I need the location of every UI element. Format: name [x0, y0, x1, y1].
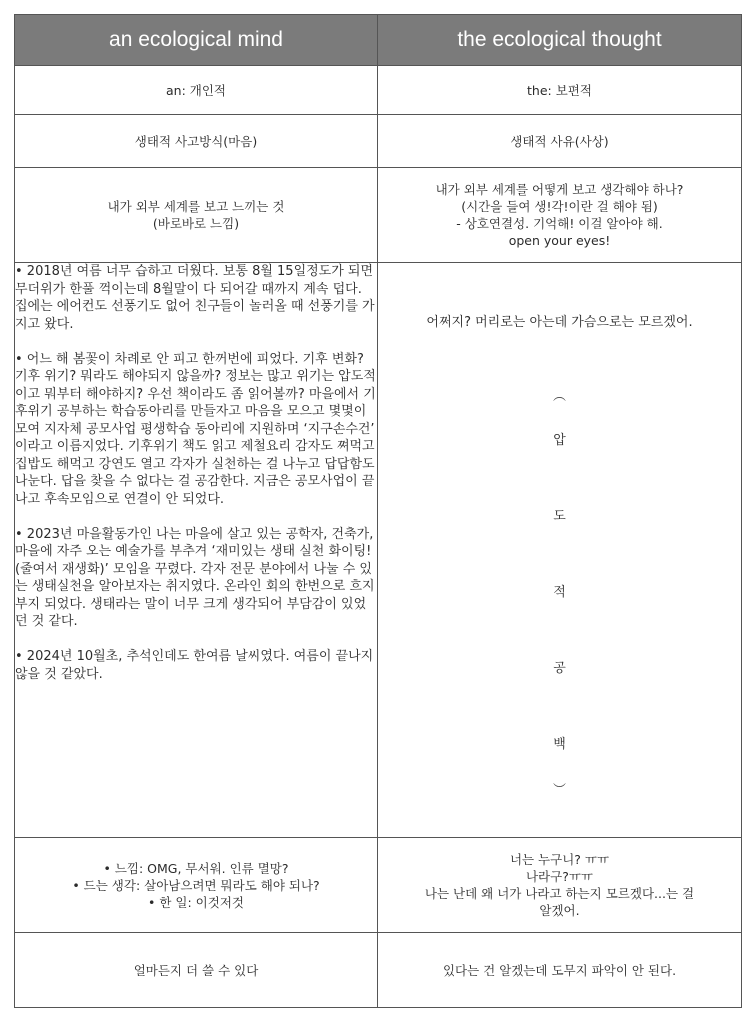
cell-mind [15, 115, 378, 168]
cell-text: • 한 일: 이것저것 [148, 894, 244, 910]
paragraph: • 2023년 마을활동가인 나는 마을에 살고 있는 공학자, 건축가, 마을에 자주 오는 예술가를 부추겨 ‘재미있는 생태 실천 화이팅!(줄여서 재생화)’ 모임을 꾸렸다. 각자 전문 분야에서 나눌 수 있는 생태실천을 알아보자는 취지였다. 온라인 회의 한번으로 흐지부지 되었다. 생태라는 말이 너무 크게 생각되어 부담감이 있었던 것 같다. [15, 526, 375, 629]
paragraph: • 2024년 10월초, 추석인데도 한여름 날씨였다. 여름이 끝나지 않을 것 같았다. [15, 649, 374, 682]
cell-thought [378, 115, 742, 168]
cell-experiences [15, 263, 378, 838]
table-row [15, 838, 742, 933]
vertical-char: 백 [553, 737, 566, 752]
cell-text: 너는 누구니? ㅠㅠ [509, 852, 610, 867]
cell-text: 내가 외부 세계를 보고 느끼는 것 [107, 199, 285, 214]
cell-text: 내가 외부 세계를 어떻게 보고 생각해야 하나? [435, 182, 684, 197]
vertical-char: 공 [553, 661, 566, 676]
cell-text: • 드는 생각: 살아남으려면 뭐라도 해야 되나? [72, 877, 320, 893]
cell-feeling [15, 168, 378, 263]
cell-text: 나라구?ㅠㅠ [525, 869, 593, 884]
cell-more [15, 933, 378, 1008]
cell-text: 얼마든지 더 쓸 수 있다 [133, 962, 259, 978]
cell-text: 생태적 사유(사상) [510, 133, 609, 149]
cell-article-the [378, 66, 742, 115]
vertical-char: 압 [553, 433, 566, 448]
cell-thinking [378, 168, 742, 263]
cell-text: 생태적 사고방식(마음) [134, 133, 258, 149]
header-right: the ecological thought [378, 15, 742, 66]
cell-text: open your eyes! [508, 233, 611, 248]
cell-text: an: 개인적 [166, 82, 226, 98]
table-row [15, 263, 742, 838]
cell-overwhelm [378, 263, 742, 838]
header-row [15, 15, 742, 66]
vertical-char: 도 [553, 509, 566, 524]
cell-article-an [15, 66, 378, 115]
cell-text: 알겠어. [539, 903, 580, 918]
cell-text: - 상호연결성. 기억해! 이걸 알아야 해. [456, 216, 663, 231]
table-row [15, 168, 742, 263]
table-row [15, 66, 742, 115]
cell-reaction [15, 838, 378, 933]
vertical-char: 적 [553, 585, 566, 600]
cell-cannot-grasp [378, 933, 742, 1008]
table-row [15, 933, 742, 1008]
header-left: an ecological mind [15, 15, 378, 66]
cell-text: 어쩌지? 머리로는 아는데 가슴으로는 모르겠어. [426, 315, 693, 330]
paragraph: • 2018년 여름 너무 습하고 더웠다. 보통 8월 15일정도가 되면 무더위가 한풀 꺽이는데 8월말이 다 되어갈 때까지 계속 덥다. 집에는 에어컨도 선풍기도 없어 친구들이 놀러올 때 선풍기를 가지고 왔다. [15, 264, 375, 332]
paragraph: • 어느 해 봄꽃이 차례로 안 피고 한꺼번에 피었다. 기후 변화? 기후 위기? 뭐라도 해야되지 않을까? 정보는 많고 위기는 압도적이고 뭐부터 해야하지? 우선 책이라도 좀 읽어볼까? 마을에서 기후위기 공부하는 학습동아리를 만들자고 마음을 모으고 몇몇이 모여 지자체 공모사업 평생학습 동아리에 지원하며 ‘지구손수건’ 이라고 이름지었다. 기후위기 책도 읽고 제철요리 감자도 쪄먹고 집밥도 해먹고 강연도 열고 각자가 실천하는 걸 나누고 답답함도 나눈다. 답을 찾을 수 없다는 걸 공감한다. 지금은 공모사업이 끝나고 후속모임으로 연결이 안 되었다. [15, 351, 376, 507]
cell-text: the: 보편적 [527, 82, 592, 98]
cell-text: • 느낌: OMG, 무서워. 인류 멸망? [103, 860, 289, 876]
close-bracket: ︶ [552, 783, 566, 798]
comparison-table [14, 14, 742, 1008]
table-row [15, 115, 742, 168]
cell-text: (바로바로 느낌) [152, 216, 240, 231]
cell-who-are-you [378, 838, 742, 933]
open-bracket: ︵ [552, 389, 566, 404]
cell-text: (시간을 들여 생!각!이란 걸 해야 됨) [461, 199, 658, 214]
cell-text: 있다는 건 알겠는데 도무지 파악이 안 된다. [442, 962, 677, 978]
cell-text: 나는 난데 왜 너가 나라고 하는지 모르겠다...는 걸 [424, 886, 695, 901]
